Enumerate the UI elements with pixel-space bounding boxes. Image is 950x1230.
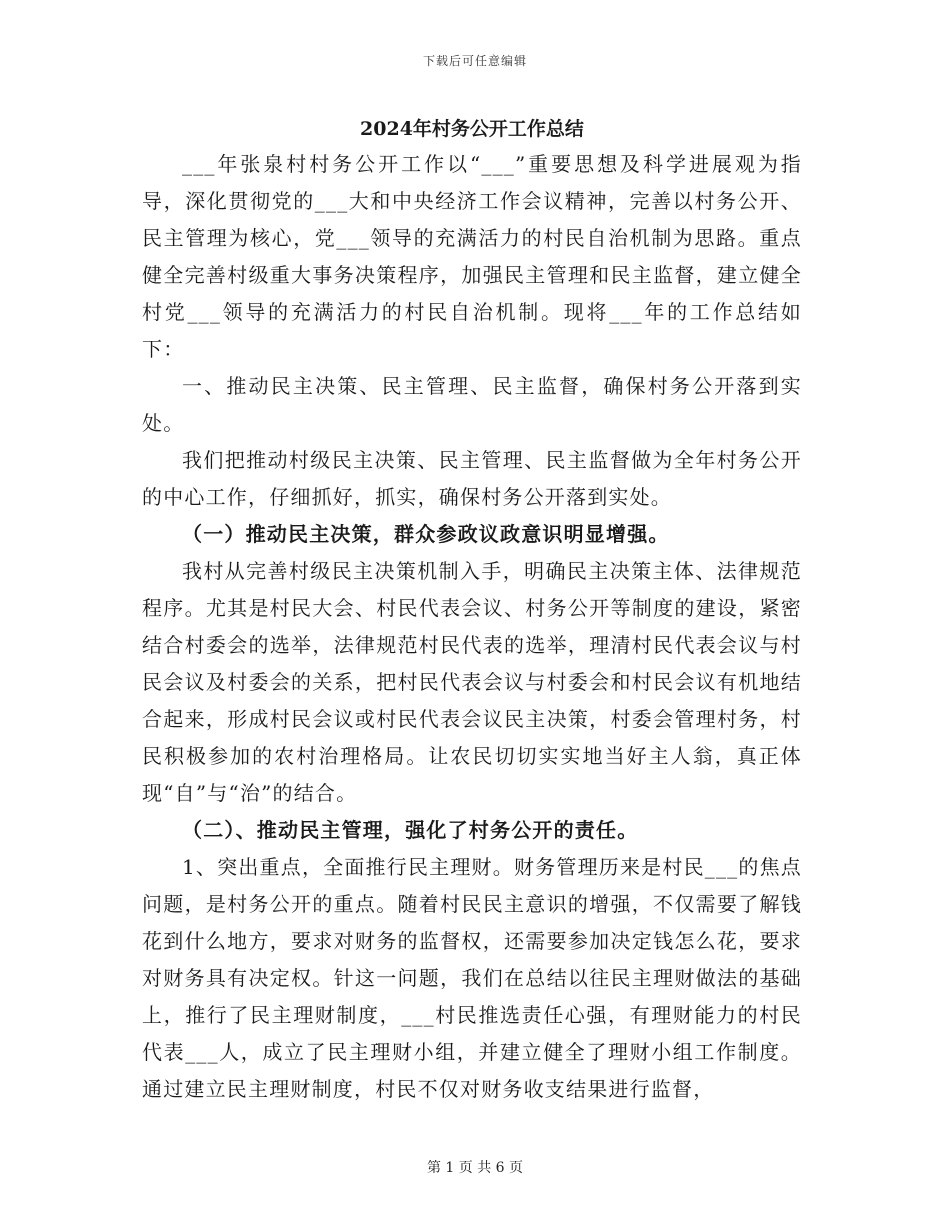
subheading-1: （一）推动民主决策，群众参政议政意识明显增强。 [182,522,670,546]
page-number-footer: 第 1 页 共 6 页 [426,1160,524,1176]
document-body [142,112,802,1108]
paragraph-subsection-1: 我村从完善村级民主决策机制入手，明确民主决策主体、法律规范程序。尤其是村民大会、村民代表会议、村务公开等制度的建设，紧密结合村委会的选举，法律规范村民代表的选举，理清村民代表会议与村民会议及村委会的关系，把村民代表会议与村委会和村民会议有机地结合起来，形成村民会议或村民代表会议民主决策，村委会管理村务，村民积极参加的农村治理格局。让农民切切实实地当好主人翁，真正体现“自”与“治”的结合。 [142,559,802,805]
subheading-2: （二）、推动民主管理，强化了村务公开的责任。 [182,818,639,842]
paragraph-subsection-2: 1、突出重点，全面推行民主理财。财务管理历来是村民___的焦点问题，是村务公开的重点。随着村民民主意识的增强，不仅需要了解钱花到什么地方，要求对财务的监督权，还需要参加决定钱怎么花，要求对财务具有决定权。针这一问题，我们在总结以往民主理财做法的基础上，推行了民主理财制度，___村民推选责任心强，有理财能力的村民代表___人，成立了民主理财小组，并建立健全了理财小组工作制度。通过建立民主理财制度，村民不仅对财务收支结果进行监督， [142,855,802,1101]
paragraph-section-1: 我们把推动村级民主决策、民主管理、民主监督做为全年村务公开的中心工作，仔细抓好，抓实，确保村务公开落到实处。 [142,448,802,509]
document-title: 2024年村务公开工作总结 [360,118,584,140]
header-note: 下载后可任意编辑 [422,54,527,68]
paragraph-intro: ___年张泉村村务公开工作以“___”重要思想及科学进展观为指导，深化贯彻党的___大和中央经济工作会议精神，完善以村务公开、民主管理为核心，党___领导的充满活力的村民自治机制为思路。重点健全完善村级重大事务决策程序，加强民主管理和民主监督，建立健全村党___领导的充满活力的村民自治机制。现将___年的工作总结如下： [142,152,802,361]
section-heading-1: 一、推动民主决策、民主管理、民主监督，确保村务公开落到实处。 [142,374,802,435]
